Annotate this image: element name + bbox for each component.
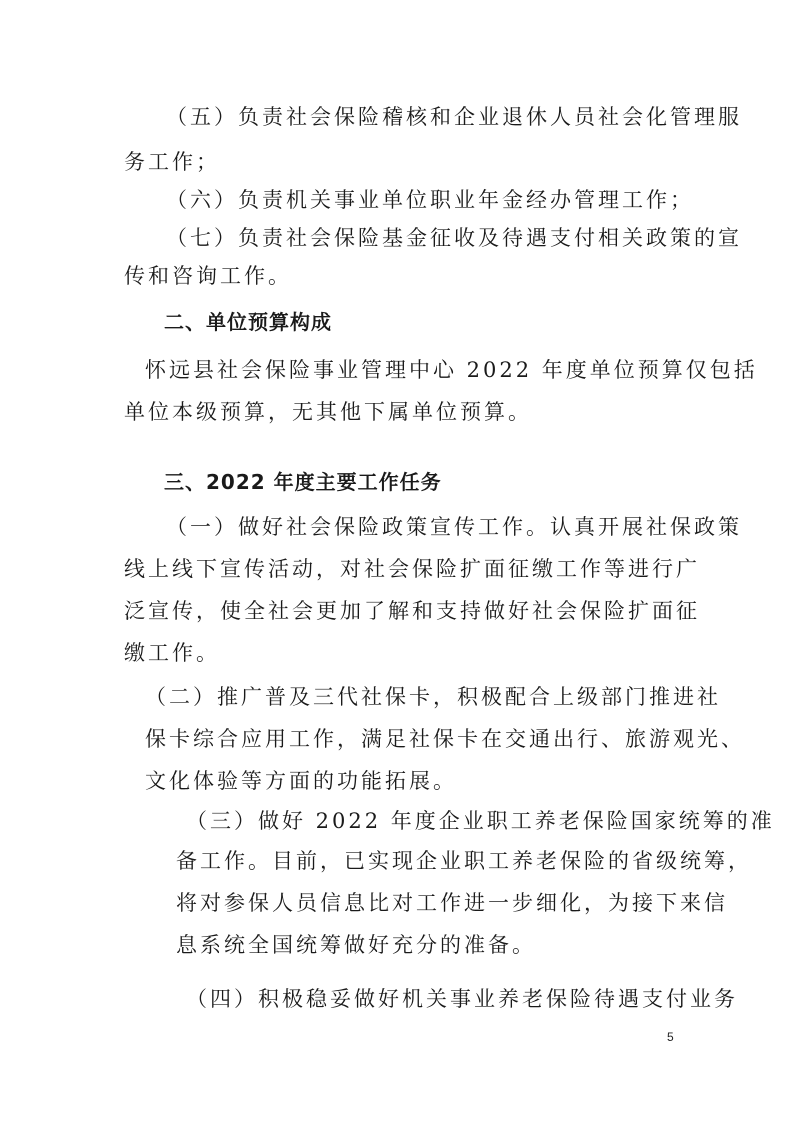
section-three-heading: 三、2022 年度主要工作任务 xyxy=(164,470,442,494)
task-three-line-3: 将对参保人员信息比对工作进一步细化，为接下来信 xyxy=(176,891,728,915)
task-two-line-3: 文化体验等方面的功能拓展。 xyxy=(145,769,457,793)
section-two-body-line-2: 单位本级预算，无其他下属单位预算。 xyxy=(124,400,532,424)
section-two-heading: 二、单位预算构成 xyxy=(164,310,332,334)
task-two-line-2: 保卡综合应用工作，满足社保卡在交通出行、旅游观光、 xyxy=(145,727,745,751)
section-two-body-line-1: 怀远县社会保险事业管理中心 2022 年度单位预算仅包括 xyxy=(145,358,758,382)
task-one-line-1: （一）做好社会保险政策宣传工作。认真开展社保政策 xyxy=(166,515,742,539)
task-four-line-1: （四）积极稳妥做好机关事业养老保险待遇支付业务 xyxy=(186,987,738,1011)
task-three-line-2: 备工作。目前，已实现企业职工养老保险的省级统筹， xyxy=(176,849,752,873)
task-three-line-4: 息系统全国统筹做好充分的准备。 xyxy=(176,933,536,957)
task-one-line-4: 缴工作。 xyxy=(124,641,220,665)
task-one-line-2: 线上线下宣传活动，对社会保险扩面征缴工作等进行广 xyxy=(124,557,700,581)
paragraph-seven-line-2: 传和咨询工作。 xyxy=(124,264,292,288)
paragraph-five-line-2: 务工作； xyxy=(124,150,220,174)
task-three-line-1: （三）做好 2022 年度企业职工养老保险国家统筹的准 xyxy=(186,809,775,833)
task-two-line-1: （二）推广普及三代社保卡，积极配合上级部门推进社 xyxy=(145,685,721,709)
page-number: 5 xyxy=(667,1030,674,1044)
paragraph-five-line-1: （五）负责社会保险稽核和企业退休人员社会化管理服 xyxy=(166,105,742,129)
paragraph-seven-line-1: （七）负责社会保险基金征收及待遇支付相关政策的宣 xyxy=(166,226,742,250)
task-one-line-3: 泛宣传，使全社会更加了解和支持做好社会保险扩面征 xyxy=(124,599,700,623)
paragraph-six-line-1: （六）负责机关事业单位职业年金经办管理工作； xyxy=(166,188,694,212)
